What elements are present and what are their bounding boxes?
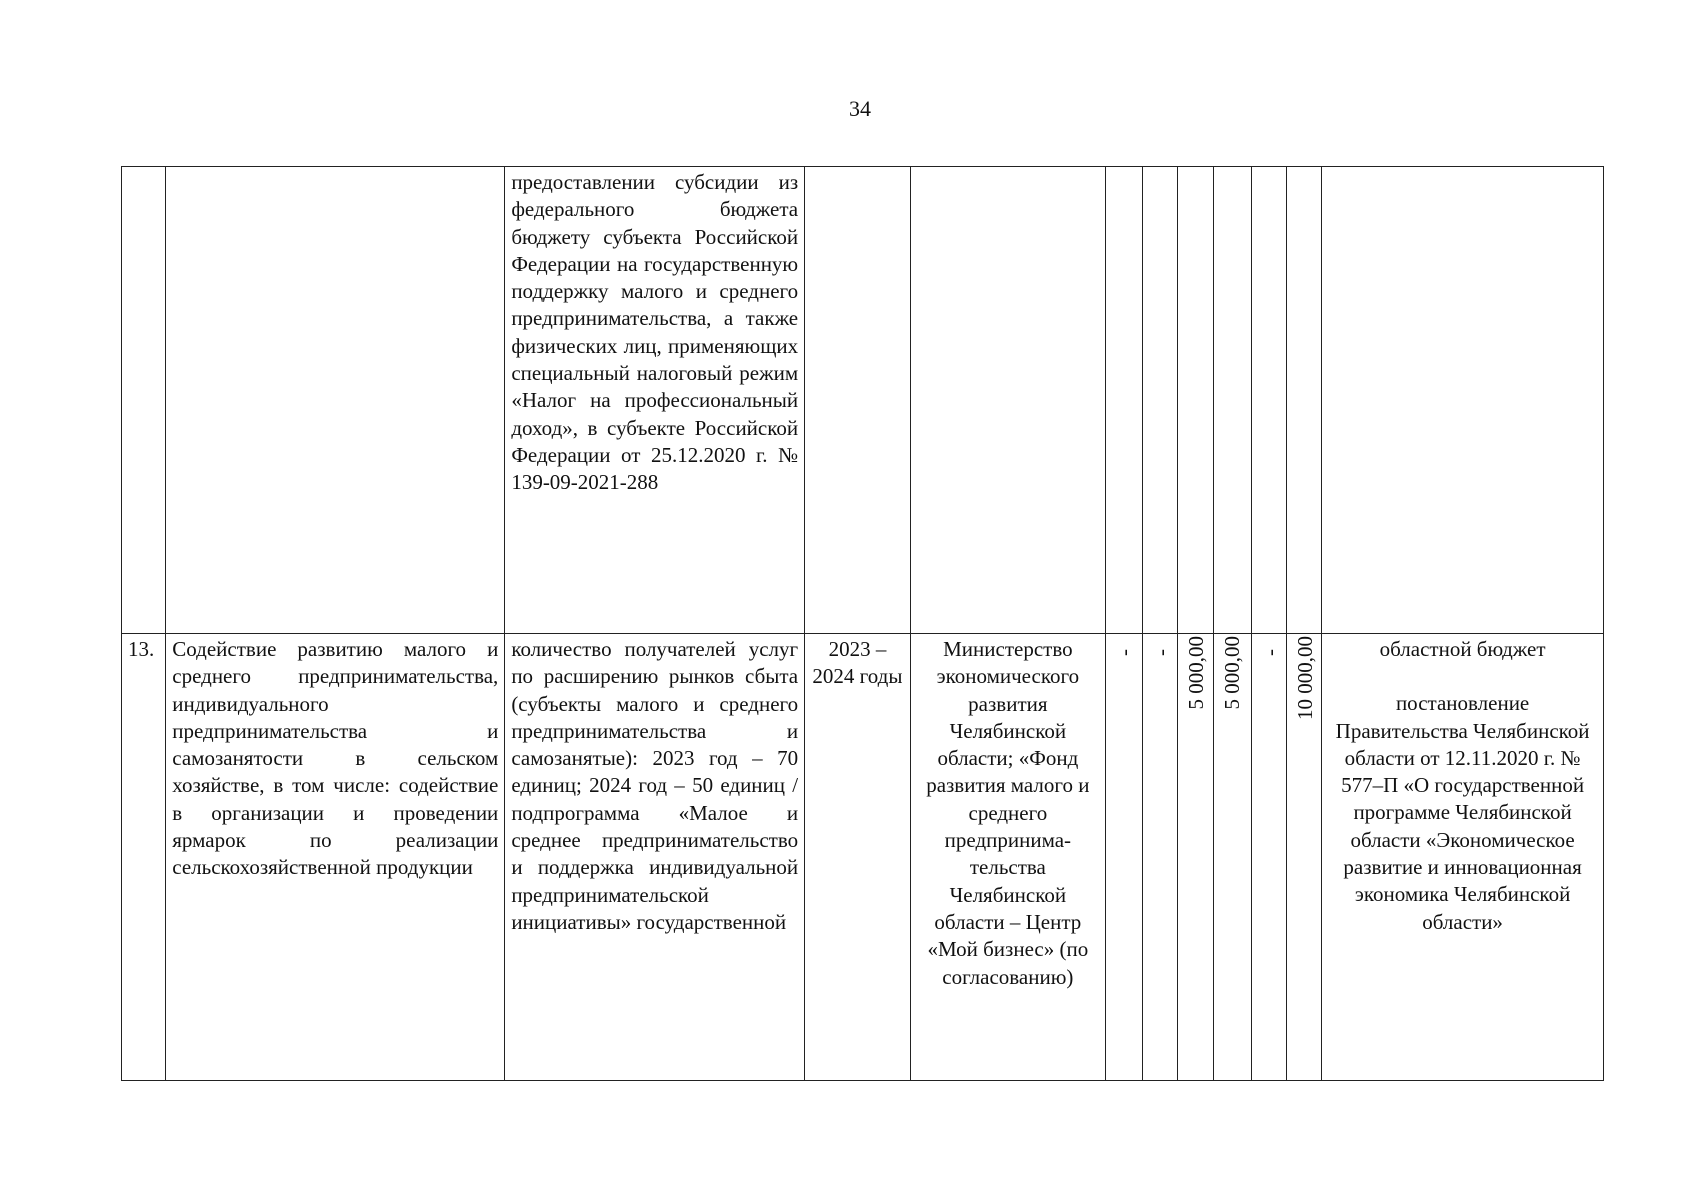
- indicator-cell: количество получателей услуг по расширению рынков сбыта (субъекты малого и среднего предпринимательства и самозанятые): 2023 год – 70 единиц; 2024 год – 50 единиц / подпрограмма «Малое и среднее предпринимательство и поддержка индивидуальной предпринимательской инициативы» государственной: [505, 634, 805, 1081]
- amount-cell: [1286, 634, 1321, 1081]
- amount-cell: [1251, 634, 1286, 1081]
- amount-cell: [1178, 167, 1213, 634]
- amount-value: 5 000,00: [1184, 636, 1209, 710]
- period-cell: [805, 167, 911, 634]
- period-cell: 2023 – 2024 годы: [805, 634, 911, 1081]
- activity-name-cell: [166, 167, 505, 634]
- source-basis-cell: [1322, 167, 1604, 634]
- executor-cell: [910, 167, 1105, 634]
- amount-cell: [1143, 167, 1178, 634]
- row-number-cell: [122, 167, 166, 634]
- table-row: [122, 634, 1604, 1081]
- amount-value: -: [1257, 649, 1282, 656]
- page-number: 34: [849, 96, 871, 121]
- amount-cell: [1105, 167, 1142, 634]
- spacer: [1328, 663, 1597, 690]
- amount-cell: [1105, 634, 1142, 1081]
- legal-basis: постановление Правительства Челябинской области от 12.11.2020 г. № 577–П «О государственной программе Челябинской области «Экономическое развитие и инновационная экономика Челябинской области»: [1335, 691, 1590, 934]
- amount-cell: [1213, 167, 1251, 634]
- table-row: [122, 167, 1604, 634]
- activity-name-cell: Содействие развитию малого и среднего предпринимательства, индивидуального предпринимательства и самозанятости в сельском хозяйстве, в том числе: содействие в организации и проведении ярмарок по реализации сельскохозяйственной продукции: [166, 634, 505, 1081]
- amount-cell: [1178, 634, 1213, 1081]
- amount-cell: [1213, 634, 1251, 1081]
- amount-cell: [1286, 167, 1321, 634]
- amount-value: 10 000,00: [1292, 636, 1317, 720]
- amount-cell: [1251, 167, 1286, 634]
- program-table: [121, 166, 1604, 1081]
- indicator-cell: предоставлении субсидии из федерального бюджета бюджету субъекта Российской Федерации на государственную поддержку малого и среднего предпринимательства, а также физических лиц, применяющих специальный налоговый режим «Налог на профессиональный доход», в субъекте Российской Федерации от 25.12.2020 г. № 139-09-2021-288: [505, 167, 805, 634]
- source-basis-cell: [1322, 634, 1604, 1081]
- executor-cell: Министерство экономического развития Челябинской области; «Фонд развития малого и среднего предпринима-тельства Челябинской области – Центр «Мой бизнес» (по согласованию): [910, 634, 1105, 1081]
- amount-value: -: [1112, 649, 1137, 656]
- row-number-cell: 13.: [122, 634, 166, 1081]
- amount-value: -: [1149, 649, 1174, 656]
- funding-source: областной бюджет: [1379, 637, 1546, 661]
- amount-cell: [1143, 634, 1178, 1081]
- amount-value: 5 000,00: [1220, 636, 1245, 710]
